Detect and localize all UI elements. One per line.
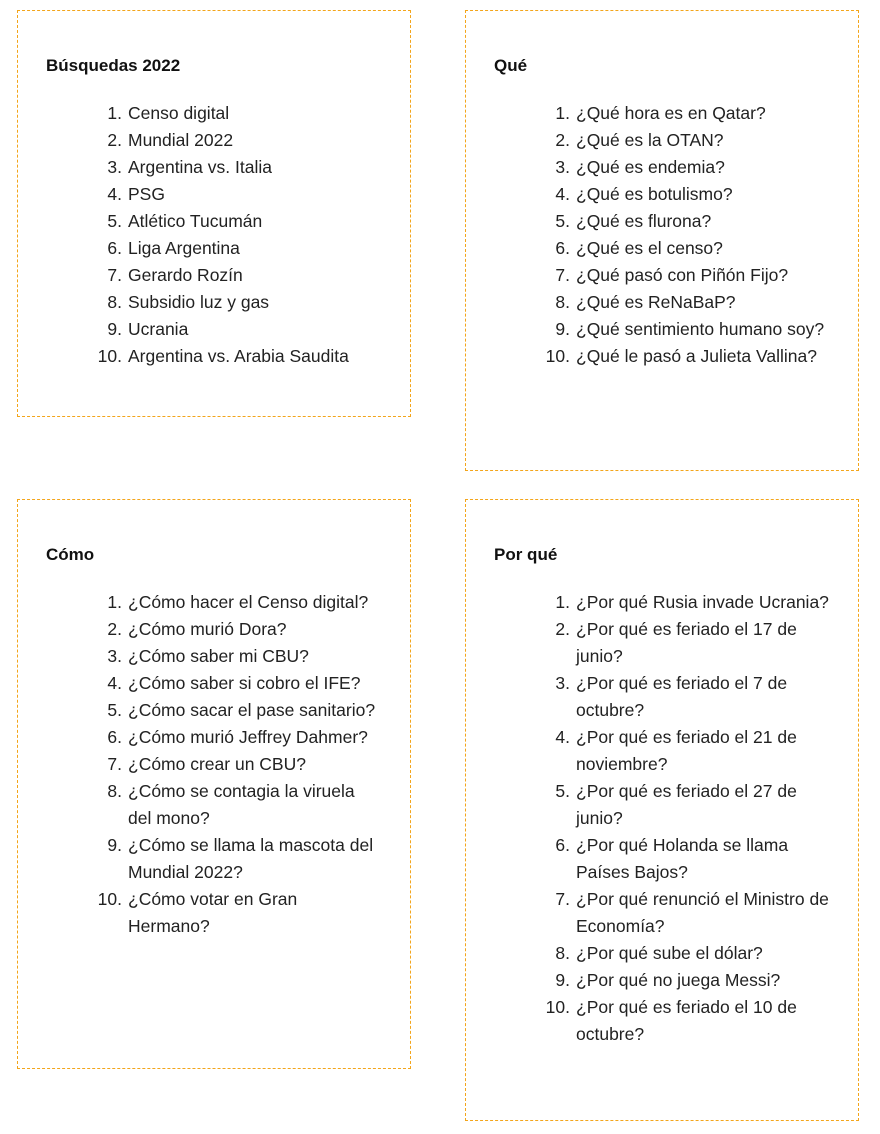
item-text: ¿Por qué sube el dólar?: [576, 943, 763, 963]
item-text: ¿Qué es ReNaBaP?: [576, 292, 736, 312]
list-item: [46, 181, 382, 208]
item-text: ¿Qué es la OTAN?: [576, 130, 724, 150]
item-text: ¿Qué hora es en Qatar?: [576, 103, 766, 123]
item-rank: 8.: [555, 943, 570, 963]
item-text: ¿Por qué es feriado el 7 de octubre?: [576, 673, 788, 720]
list-item: [494, 778, 830, 832]
item-text: ¿Por qué es feriado el 17 de junio?: [576, 619, 797, 666]
list-item: [494, 940, 830, 967]
item-rank: 1.: [107, 103, 122, 123]
list-item: [494, 262, 830, 289]
card-title: Cómo: [46, 545, 95, 564]
list-item: [494, 235, 830, 262]
item-rank: 8.: [107, 292, 122, 312]
item-rank: 9.: [555, 319, 570, 339]
item-text: ¿Qué pasó con Piñón Fijo?: [576, 265, 789, 285]
item-rank: 1.: [555, 103, 570, 123]
item-text: ¿Qué es endemia?: [576, 157, 725, 177]
item-text: ¿Qué es botulismo?: [576, 184, 733, 204]
list-item: [46, 154, 382, 181]
list-item: [494, 670, 830, 724]
list-item: [46, 832, 382, 886]
item-rank: 1.: [107, 592, 122, 612]
item-text: Argentina vs. Italia: [128, 157, 272, 177]
item-text: ¿Por qué es feriado el 21 de noviembre?: [576, 727, 797, 774]
list-item: [494, 289, 830, 316]
item-text: ¿Por qué es feriado el 27 de junio?: [576, 781, 797, 828]
item-rank: 8.: [107, 781, 122, 801]
item-text: Subsidio luz y gas: [128, 292, 270, 312]
item-rank: 7.: [555, 889, 570, 909]
item-text: ¿Cómo votar en Gran Hermano?: [128, 889, 298, 936]
list-item: [494, 724, 830, 778]
item-rank: 3.: [555, 157, 570, 177]
item-rank: 2.: [555, 619, 570, 639]
item-text: ¿Cómo se contagia la viruela del mono?: [128, 781, 355, 828]
item-rank: 6.: [107, 727, 122, 747]
item-text: Atlético Tucumán: [128, 211, 263, 231]
list-item: [494, 316, 830, 343]
item-rank: 7.: [555, 265, 570, 285]
item-text: ¿Cómo saber mi CBU?: [128, 646, 309, 666]
list-item: [46, 778, 382, 832]
item-text: ¿Cómo murió Jeffrey Dahmer?: [128, 727, 368, 747]
list-item: [46, 886, 382, 940]
item-rank: 2.: [107, 130, 122, 150]
list-item: [46, 127, 382, 154]
list-item: [494, 832, 830, 886]
item-rank: 6.: [107, 238, 122, 258]
item-rank: 1.: [555, 592, 570, 612]
item-rank: 6.: [555, 238, 570, 258]
item-rank: 5.: [107, 211, 122, 231]
list-item: [46, 289, 382, 316]
list-item: [494, 181, 830, 208]
item-rank: 4.: [555, 184, 570, 204]
item-text: ¿Por qué no juega Messi?: [576, 970, 781, 990]
item-rank: 10.: [97, 889, 122, 909]
list-item: [46, 670, 382, 697]
item-rank: 9.: [107, 835, 122, 855]
list-item: [494, 208, 830, 235]
item-text: Censo digital: [128, 103, 230, 123]
item-rank: 7.: [107, 265, 122, 285]
item-text: ¿Por qué es feriado el 10 de octubre?: [576, 997, 797, 1044]
item-rank: 6.: [555, 835, 570, 855]
item-text: ¿Qué le pasó a Julieta Vallina?: [576, 346, 817, 366]
card-que: [465, 10, 859, 471]
ranked-list: [494, 589, 830, 1048]
list-item: [46, 724, 382, 751]
item-rank: 4.: [555, 727, 570, 747]
item-text: Argentina vs. Arabia Saudita: [128, 346, 349, 366]
ranked-list: [46, 100, 382, 370]
list-item: [494, 154, 830, 181]
item-rank: 3.: [555, 673, 570, 693]
item-text: ¿Qué es el censo?: [576, 238, 723, 258]
item-rank: 9.: [107, 319, 122, 339]
item-text: ¿Por qué renunció el Ministro de Economía?: [576, 889, 829, 936]
list-item: [494, 886, 830, 940]
list-item: [46, 100, 382, 127]
item-text: ¿Cómo sacar el pase sanitario?: [128, 700, 376, 720]
item-rank: 9.: [555, 970, 570, 990]
item-text: Mundial 2022: [128, 130, 234, 150]
item-rank: 3.: [107, 646, 122, 666]
item-text: ¿Cómo crear un CBU?: [128, 754, 306, 774]
list-item: [494, 994, 830, 1048]
list-item: [494, 616, 830, 670]
list-item: [46, 751, 382, 778]
card-como: [17, 499, 411, 1069]
item-rank: 8.: [555, 292, 570, 312]
item-text: Ucrania: [128, 319, 189, 339]
ranked-list: [494, 100, 830, 370]
list-item: [494, 100, 830, 127]
list-item: [494, 589, 830, 616]
item-rank: 7.: [107, 754, 122, 774]
card-por-que: [465, 499, 859, 1121]
list-item: [46, 316, 382, 343]
item-rank: 10.: [545, 346, 570, 366]
item-text: ¿Por qué Rusia invade Ucrania?: [576, 592, 829, 612]
item-rank: 3.: [107, 157, 122, 177]
list-item: [46, 589, 382, 616]
card-title: Qué: [494, 56, 528, 75]
list-item: [494, 967, 830, 994]
item-text: ¿Qué sentimiento humano soy?: [576, 319, 825, 339]
list-item: [46, 235, 382, 262]
ranked-list: [46, 589, 382, 940]
item-rank: 10.: [545, 997, 570, 1017]
card-busquedas: [17, 10, 411, 417]
item-rank: 4.: [107, 184, 122, 204]
list-item: [46, 697, 382, 724]
list-item: [494, 343, 830, 370]
item-text: ¿Cómo hacer el Censo digital?: [128, 592, 369, 612]
card-title: Búsquedas 2022: [46, 56, 181, 75]
list-item: [46, 262, 382, 289]
list-item: [46, 343, 382, 370]
item-text: Liga Argentina: [128, 238, 240, 258]
item-text: ¿Cómo murió Dora?: [128, 619, 287, 639]
item-rank: 10.: [97, 346, 122, 366]
list-item: [46, 643, 382, 670]
item-text: ¿Por qué Holanda se llama Países Bajos?: [576, 835, 789, 882]
item-text: ¿Cómo saber si cobro el IFE?: [128, 673, 361, 693]
item-text: ¿Cómo se llama la mascota del Mundial 2022?: [128, 835, 374, 882]
item-text: ¿Qué es flurona?: [576, 211, 712, 231]
item-rank: 5.: [555, 211, 570, 231]
list-item: [46, 616, 382, 643]
item-text: Gerardo Rozín: [128, 265, 243, 285]
item-rank: 5.: [555, 781, 570, 801]
list-item: [46, 208, 382, 235]
list-item: [494, 127, 830, 154]
item-text: PSG: [128, 184, 165, 204]
item-rank: 5.: [107, 700, 122, 720]
item-rank: 2.: [555, 130, 570, 150]
item-rank: 2.: [107, 619, 122, 639]
item-rank: 4.: [107, 673, 122, 693]
card-title: Por qué: [494, 545, 558, 564]
